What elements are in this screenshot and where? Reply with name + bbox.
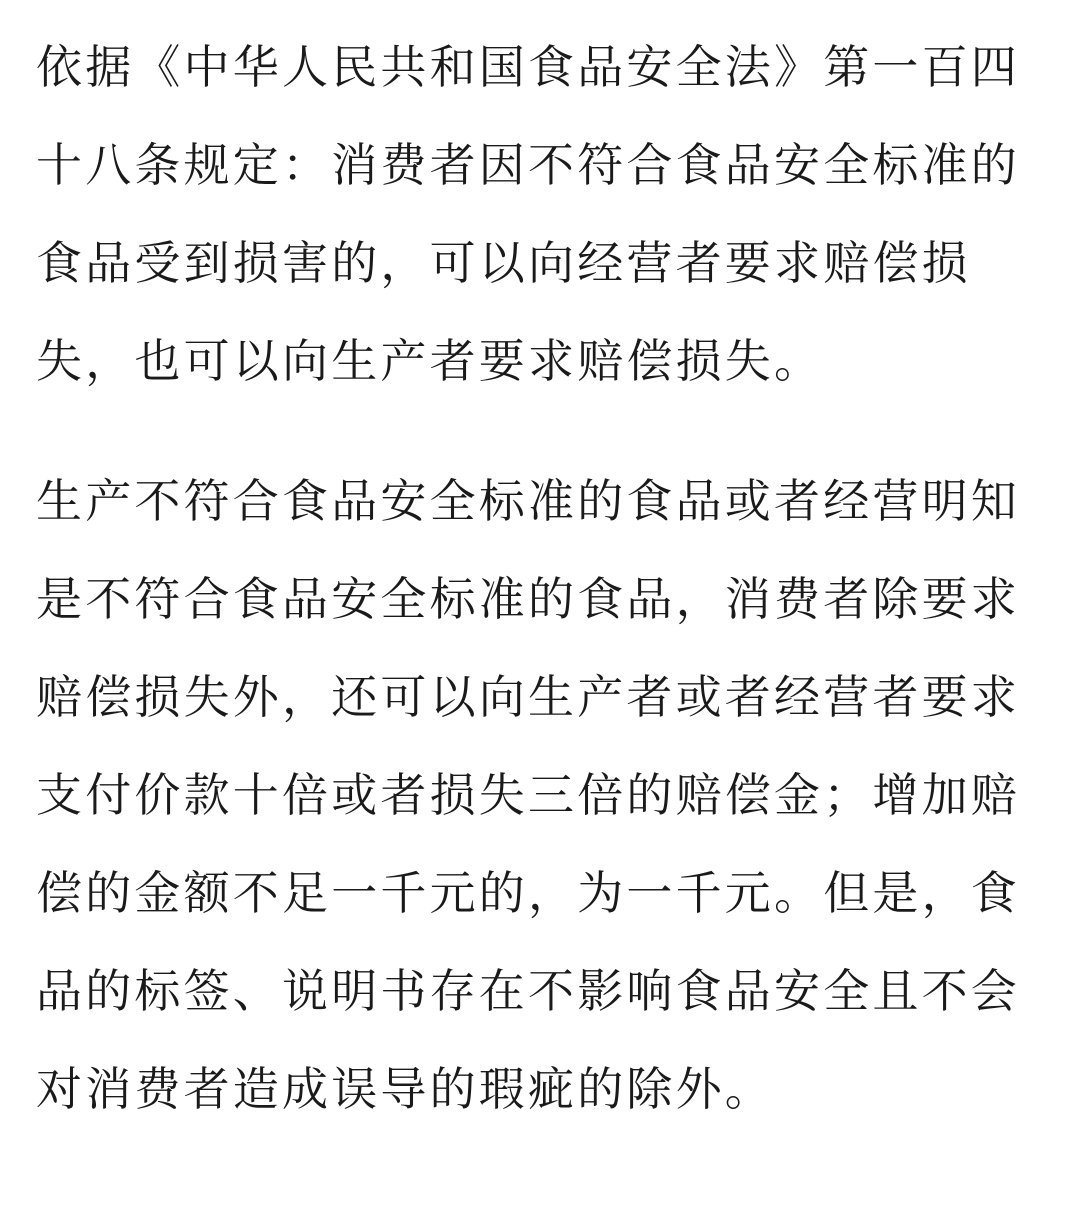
- paragraph-legal-basis: 依据《中华人民共和国食品安全法》第一百四十八条规定：消费者因不符合食品安全标准的食品受到损害的，可以向经营者要求赔偿损失，也可以向生产者要求赔偿损失。: [36, 40, 1020, 388]
- article-body: [36, 18, 1038, 1138]
- paragraph-compensation-rules: 生产不符合食品安全标准的食品或者经营明知是不符合食品安全标准的食品，消费者除要求赔偿损失外，还可以向生产者或者经营者要求支付价款十倍或者损失三倍的赔偿金；增加赔偿的金额不足一千元的，为一千元。但是，食品的标签、说明书存在不影响食品安全且不会对消费者造成误导的瑕疵的除外。: [36, 474, 1020, 1116]
